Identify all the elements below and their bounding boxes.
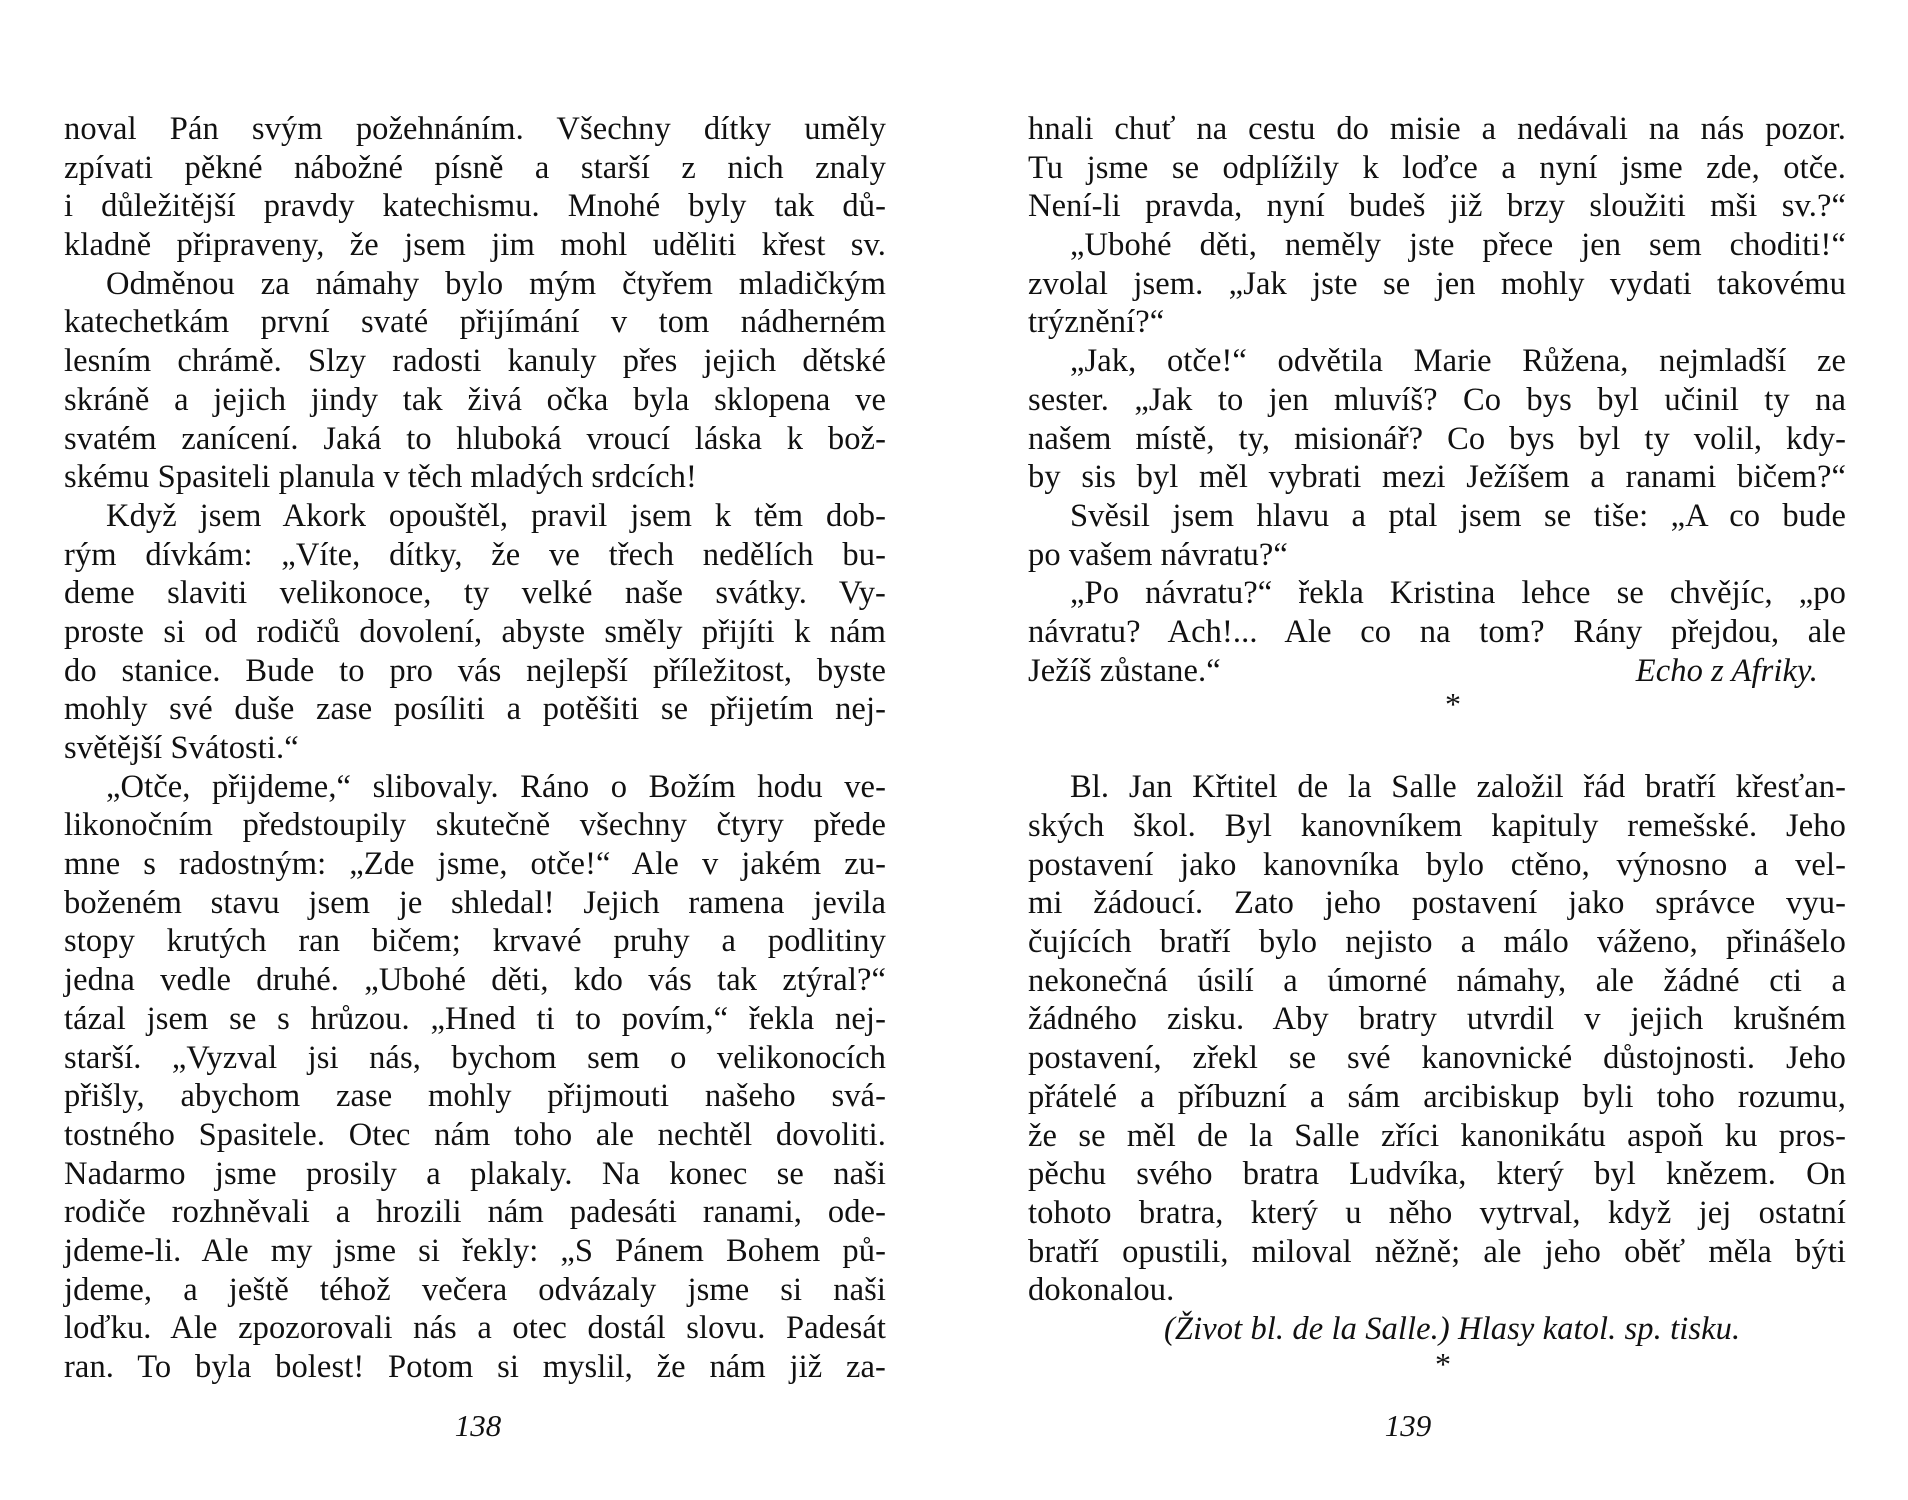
text-line: jdeme, a ještě téhož večera odvázaly jsme si naši bbox=[64, 1271, 886, 1308]
text-line: proste si od rodičů dovolení, abyste směly přijíti k nám bbox=[64, 613, 886, 650]
text-line: Bl. Jan Křtitel de la Salle založil řád bratří křesťan- bbox=[1070, 769, 1846, 806]
text-line: deme slaviti velikonoce, ty velké naše svátky. Vy- bbox=[64, 575, 886, 612]
text-line: tázal jsem se s hrůzou. „Hned ti to povím,“ řekla nej- bbox=[64, 1000, 886, 1037]
text-line: že se měl de la Salle zříci kanonikátu aspoň ku pros- bbox=[1028, 1117, 1846, 1154]
text-line: nekonečná úsilí a úmorné námahy, ale žádné cti a bbox=[1028, 962, 1846, 999]
text-line: noval Pán svým požehnáním. Všechny dítky uměly bbox=[64, 111, 886, 147]
text-line: „Otče, přijdeme,“ slibovaly. Ráno o Božím hodu ve- bbox=[106, 768, 886, 805]
text-line: přátelé a příbuzní a sám arcibiskup byli toho rozumu, bbox=[1028, 1078, 1846, 1115]
text-line: likonočním předstoupily skutečně všechny čtyry přede bbox=[64, 807, 886, 844]
text-line: „Ubohé děti, neměly jste přece jen sem choditi!“ bbox=[1070, 227, 1846, 264]
text-line: kladně připraveny, že jsem jim mohl uděliti křest sv. bbox=[64, 227, 886, 264]
story-continuation bbox=[1028, 110, 1846, 652]
text-line: skráně a jejich jindy tak živá očka byla sklopena ve bbox=[64, 381, 886, 418]
text-line: skému Spasiteli planula v těch mladých srdcích! bbox=[64, 459, 697, 496]
text-line: Není-li pravda, nyní budeš již brzy sloužiti mši sv.?“ bbox=[1028, 188, 1846, 225]
text-line: mi žádoucí. Zato jeho postavení jako správce vyu- bbox=[1028, 885, 1846, 922]
text-line: loďku. Ale zpozorovali nás a otec dostál slovu. Padesát bbox=[64, 1310, 886, 1347]
text-line: by sis byl měl vybrati mezi Ježíšem a ranami bičem?“ bbox=[1028, 459, 1846, 496]
text-line: našem místě, ty, misionář? Co bys byl ty volil, kdy- bbox=[1028, 420, 1846, 457]
text-line: rodiče rozhněvali a hrozili nám padesáti ranami, ode- bbox=[64, 1194, 886, 1231]
page-number-left: 138 bbox=[454, 1408, 502, 1443]
text-line: lesním chrámě. Slzy radosti kanuly přes jejich dětské bbox=[64, 343, 886, 380]
text-line: hnali chuť na cestu do misie a nedávali na nás pozor. bbox=[1028, 111, 1846, 147]
text-line: „Po návratu?“ řekla Kristina lehce se chvějíc, „po bbox=[1070, 575, 1846, 612]
text-line: tohoto bratra, který u něho vytrval, když jej ostatní bbox=[1028, 1194, 1846, 1231]
left-page-text bbox=[64, 110, 886, 1387]
text-line: jedna vedle druhé. „Ubohé děti, kdo vás tak ztýral?“ bbox=[64, 962, 886, 999]
text-line: tostného Spasitele. Otec nám toho ale nechtěl dovoliti. bbox=[64, 1116, 886, 1153]
page-number-right: 139 bbox=[1384, 1408, 1432, 1443]
text-line: Svěsil jsem hlavu a ptal jsem se tiše: „A co bude bbox=[1070, 497, 1846, 534]
text-line: návratu? Ach!... Ale co na tom? Rány přejdou, ale bbox=[1028, 613, 1846, 650]
section-separator-asterisk: * bbox=[1445, 686, 1461, 722]
text-line: bratří opustili, miloval něžně; ale jeho oběť měla býti bbox=[1028, 1233, 1846, 1270]
de-la-salle-paragraph bbox=[1028, 768, 1846, 1310]
story-ending-line bbox=[1028, 652, 1846, 691]
text-line: rým dívkám: „Víte, dítky, že ve třech nedělích bu- bbox=[64, 536, 886, 573]
text-line: Tu jsme se odplížily k loďce a nyní jsme zde, otče. bbox=[1028, 149, 1846, 186]
text-line: svatém zanícení. Jaká to hluboká vroucí láska k bož- bbox=[64, 420, 886, 457]
text-line: zpívati pěkné nábožné písně a starší z nich znaly bbox=[64, 149, 886, 186]
text-line: pěchu svého bratra Ludvíka, který byl knězem. On bbox=[1028, 1156, 1846, 1193]
text-line: jdeme-li. Ale my jsme si řekly: „S Pánem Bohem pů- bbox=[64, 1232, 886, 1269]
text-line: postavení jako kanovníka bylo ctěno, výnosno a vel- bbox=[1028, 846, 1846, 883]
text-line: do stanice. Bude to pro vás nejlepší příležitost, byste bbox=[64, 652, 886, 689]
right-page-text bbox=[1028, 110, 1846, 1349]
text-line: i důležitější pravdy katechismu. Mnohé byly tak dů- bbox=[64, 188, 886, 225]
section-gap bbox=[1028, 686, 1846, 768]
closing-quote: Ježíš zůstane.“ bbox=[1028, 652, 1221, 689]
text-line: ran. To byla bolest! Potom si myslil, že nám již za- bbox=[64, 1349, 886, 1385]
text-line: ských škol. Byl kanovníkem kapituly remešské. Jeho bbox=[1028, 808, 1846, 844]
text-line: postavení, zřekl se své kanovnické důstojnosti. Jeho bbox=[1028, 1040, 1846, 1077]
text-line: mohly své duše zase posíliti a potěšiti se přijetím nej- bbox=[64, 691, 886, 728]
source-echo-z-afriky: Echo z Afriky. bbox=[1635, 652, 1818, 689]
text-line: sester. „Jak to jen mluvíš? Co bys byl učinil ty na bbox=[1028, 381, 1846, 418]
text-line: stopy krutých ran bičem; krvavé pruhy a podlitiny bbox=[64, 923, 886, 960]
text-line: mne s radostným: „Zde jsme, otče!“ Ale v jakém zu- bbox=[64, 846, 886, 883]
text-line: dokonalou. bbox=[1028, 1272, 1175, 1309]
right-page bbox=[954, 0, 1908, 1500]
text-line: zvolal jsem. „Jak jste se jen mohly vydati takovému bbox=[1028, 265, 1846, 302]
text-line: po vašem návratu?“ bbox=[1028, 536, 1288, 573]
text-line: katechetkám první svaté přijímání v tom nádherném bbox=[64, 304, 886, 341]
text-line: starší. „Vyzval jsi nás, bychom sem o velikonocích bbox=[64, 1039, 886, 1076]
text-line: Nadarmo jsme prosily a plakaly. Na konec se naši bbox=[64, 1155, 886, 1192]
end-separator-asterisk: * bbox=[1435, 1346, 1451, 1382]
text-line: světější Svátosti.“ bbox=[64, 730, 299, 766]
text-line: Odměnou za námahy bylo mým čtyřem mladičkým bbox=[106, 265, 886, 302]
text-line: „Jak, otče!“ odvětila Marie Růžena, nejmladší ze bbox=[1070, 343, 1846, 380]
text-line: Když jsem Akork opouštěl, pravil jsem k těm dob- bbox=[106, 497, 886, 534]
text-line: přišly, abychom zase mohly přijmouti našeho svá- bbox=[64, 1078, 886, 1115]
text-line: čujících bratří bylo nejisto a málo váženo, přinášelo bbox=[1028, 924, 1846, 961]
text-line: boženém stavu jsem je shledal! Jejich ramena jevila bbox=[64, 884, 886, 921]
text-line: trýznění?“ bbox=[1028, 304, 1165, 341]
text-line: žádného zisku. Aby bratry utvrdil v jejich krušném bbox=[1028, 1001, 1846, 1038]
source-hlasy-katol: (Život bl. de la Salle.) Hlasy katol. sp. tisku. bbox=[1164, 1310, 1741, 1347]
